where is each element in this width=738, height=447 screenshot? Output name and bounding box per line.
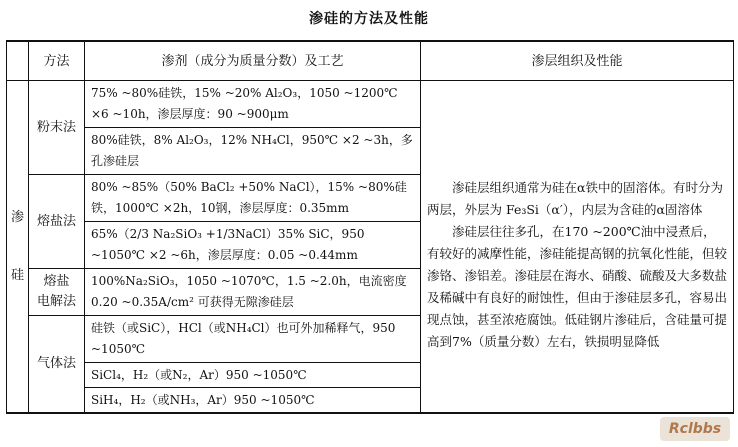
method-gas: 气体法	[29, 316, 85, 414]
process-salt-1: 80% ~85%（50% BaCl₂ +50% NaCl），15% ~80%硅铁，1000℃ ×2h，10钢，渗层厚度：0.35mm	[85, 175, 421, 222]
table-row	[7, 81, 734, 128]
method-salt-electrolysis	[29, 269, 85, 316]
method-electrolysis-line-2: 电解法	[36, 294, 76, 309]
process-powder-2: 80%硅铁，8% Al₂O₃，12% NH₄Cl，950℃ ×2 ~3h，多孔渗硅层	[85, 128, 421, 175]
header-method: 方法	[29, 41, 85, 81]
category-cell	[7, 81, 29, 414]
watermark-logo: Rclbbs	[660, 417, 730, 441]
method-electrolysis-line-1: 熔盐	[43, 274, 70, 289]
properties-para-2: 渗硅层往往多孔，在170 ~200℃油中浸煮后，有较好的减摩性能，渗硅能提高钢的抗氧化性能，但较渗铬、渗铝差。渗硅层在海水、硝酸、硫酸及大多数盐及稀碱中有良好的耐蚀性，但由于渗硅层多孔，容易出现点蚀，甚至浓疮腐蚀。低硅钢片渗硅后，含硅量可提高到7%（质量分数）左右，铁损明显降低	[427, 224, 728, 349]
process-powder-1: 75% ~80%硅铁，15% ~20% Al₂O₃，1050 ~1200℃ ×6 ~10h，渗层厚度：90 ~900μm	[85, 81, 421, 128]
method-powder: 粉末法	[29, 81, 85, 175]
table-title: 渗硅的方法及性能	[309, 11, 429, 27]
properties-para-1: 渗硅层组织通常为硅在α铁中的固溶体。有时分为两层，外层为 Fe₃Si（α′），内层为含硅的α固溶体	[427, 180, 723, 217]
process-gas-3: SiH₄，H₂（或NH₃，Ar）950 ~1050℃	[85, 388, 421, 414]
process-gas-1: 硅铁（或SiC），HCl（或NH₄Cl）也可外加稀释气，950 ~1050℃	[85, 316, 421, 363]
method-salt-bath: 熔盐法	[29, 175, 85, 269]
properties-cell	[421, 81, 734, 414]
category-char-2: 硅	[10, 267, 24, 283]
header-blank	[7, 41, 29, 81]
process-electrolysis: 100%Na₂SiO₃，1050 ~1070℃，1.5 ~2.0h，电流密度 0.20 ~0.35A/cm² 可获得无隙渗硅层	[85, 269, 421, 316]
process-salt-2: 65%（2/3 Na₂SiO₃ +1/3NaCl）35% SiC，950 ~1050℃ ×2 ~6h，渗层厚度：0.05 ~0.44mm	[85, 222, 421, 269]
header-row	[7, 41, 734, 81]
category-char-1: 渗	[10, 209, 24, 225]
header-process: 渗剂（成分为质量分数）及工艺	[85, 41, 421, 81]
header-properties: 渗层组织及性能	[421, 41, 734, 81]
process-gas-2: SiCl₄，H₂（或N₂，Ar）950 ~1050℃	[85, 363, 421, 388]
siliconizing-table	[6, 40, 734, 414]
